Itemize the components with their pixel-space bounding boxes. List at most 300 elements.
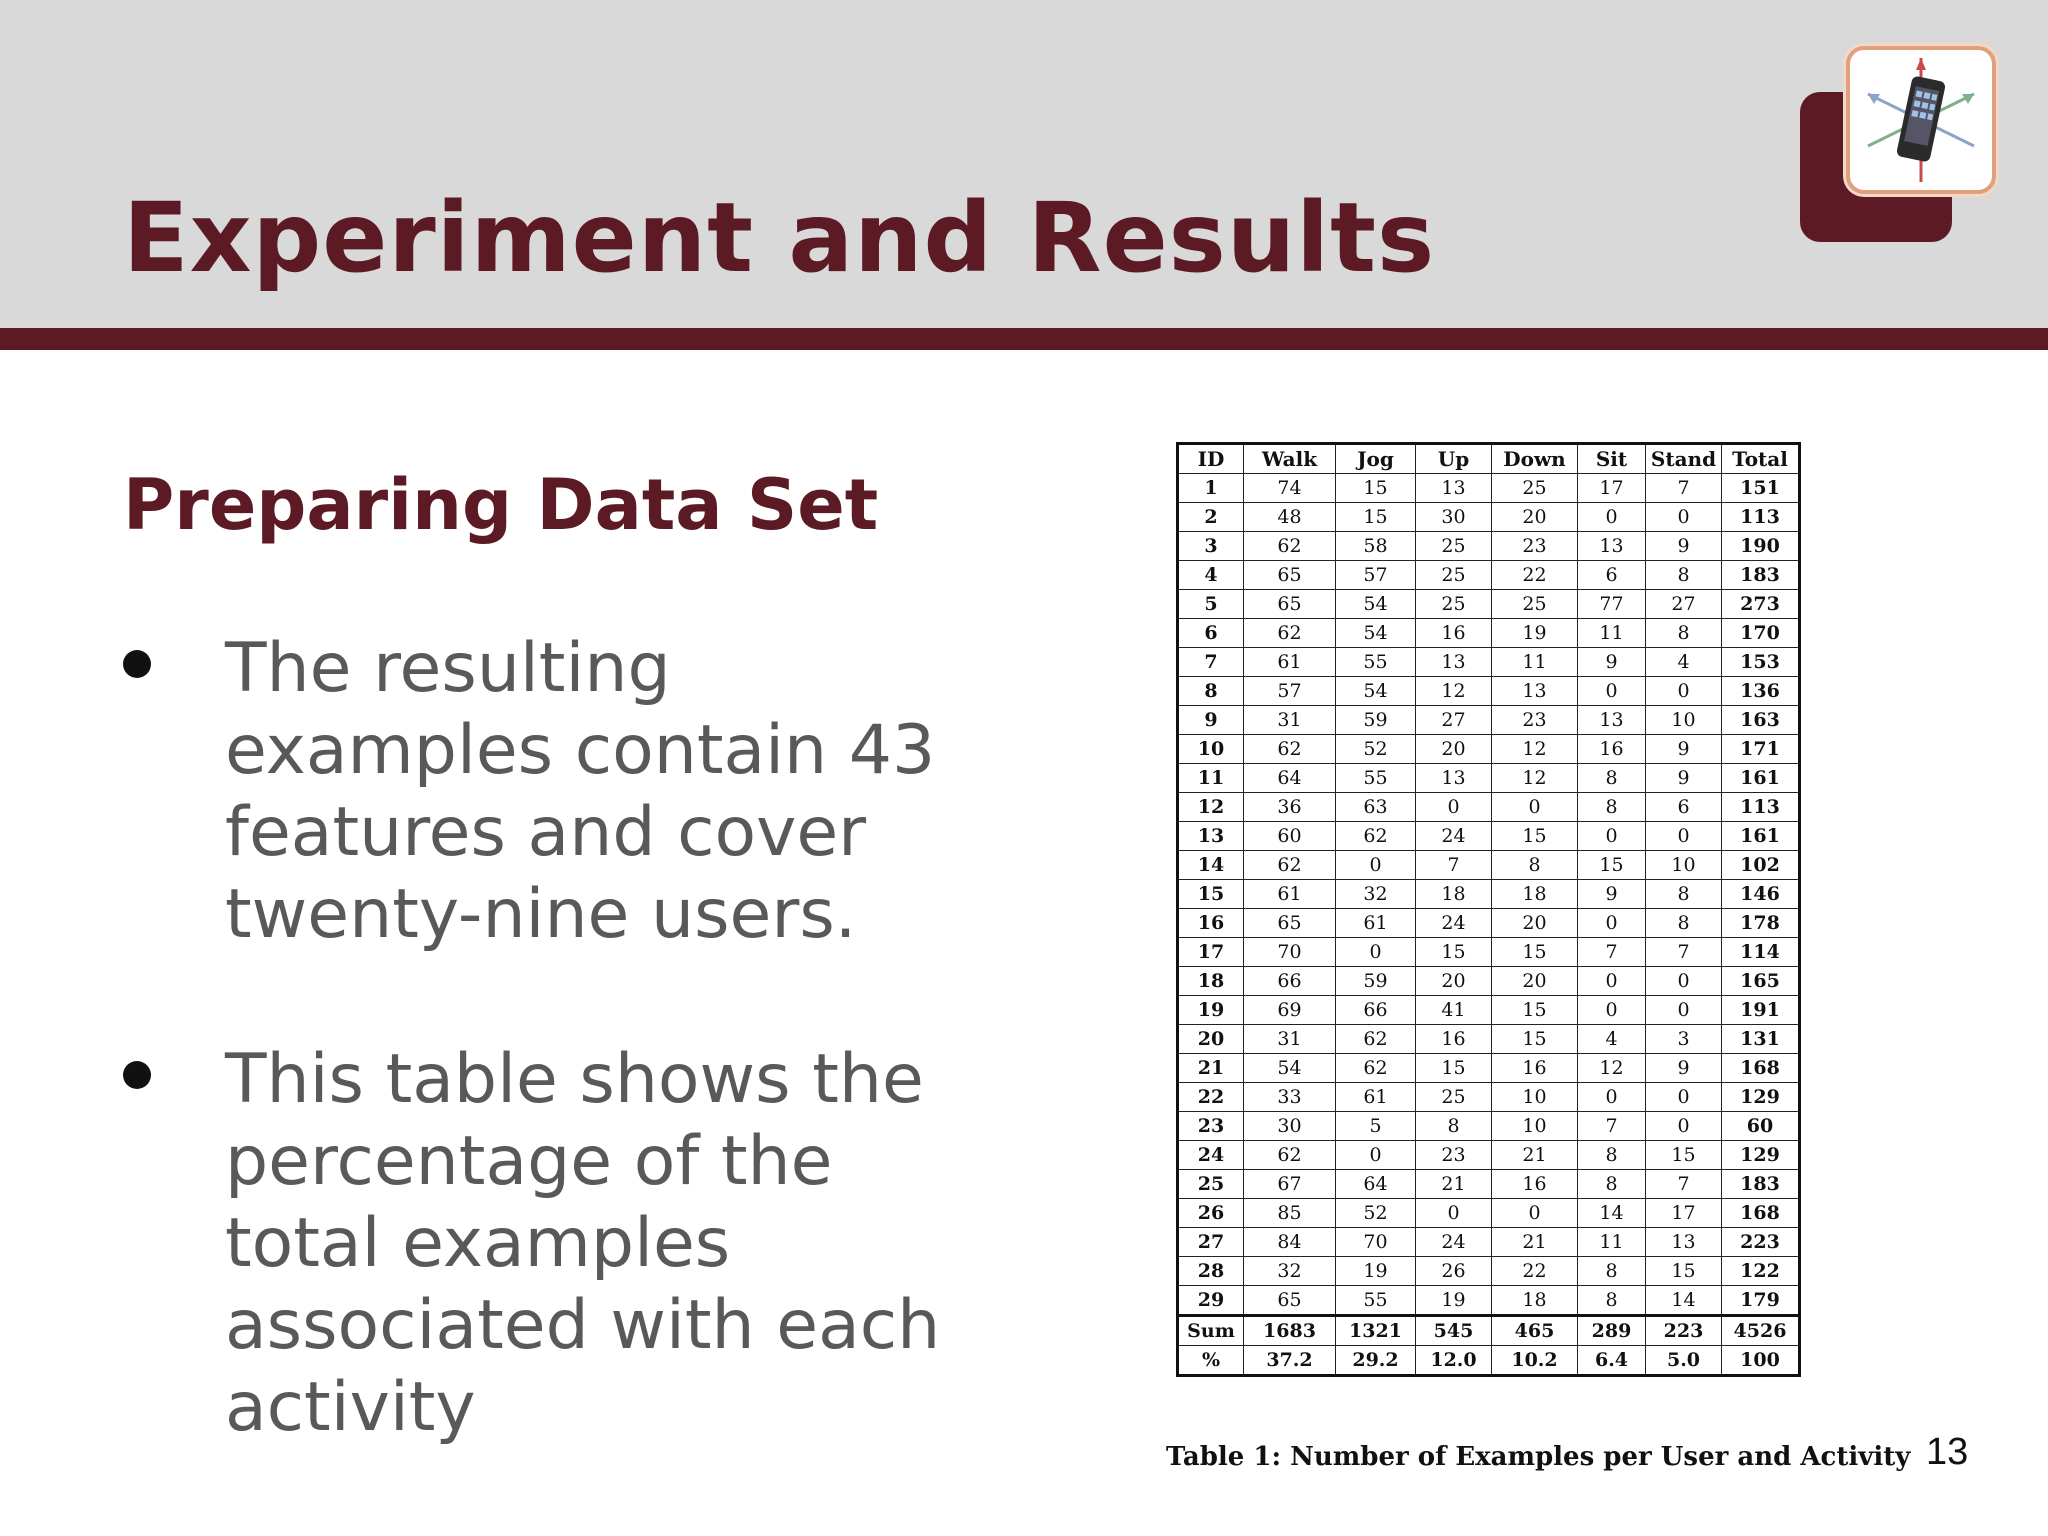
table-cell: 36 bbox=[1244, 793, 1336, 822]
table-cell: 29.2 bbox=[1336, 1346, 1416, 1376]
table-cell: 8 bbox=[1646, 909, 1722, 938]
table-cell: 183 bbox=[1722, 561, 1800, 590]
table-cell: 62 bbox=[1244, 619, 1336, 648]
table-cell: 4526 bbox=[1722, 1316, 1800, 1346]
table-cell: 10 bbox=[1492, 1112, 1578, 1141]
table-cell: 65 bbox=[1244, 1286, 1336, 1316]
table-cell: 3 bbox=[1178, 532, 1244, 561]
table-cell: 13 bbox=[1578, 532, 1646, 561]
table-cell: 20 bbox=[1492, 909, 1578, 938]
table-cell: 0 bbox=[1416, 793, 1492, 822]
table-cell: 28 bbox=[1178, 1257, 1244, 1286]
table-cell: 102 bbox=[1722, 851, 1800, 880]
table-cell: 6 bbox=[1646, 793, 1722, 822]
table-cell: 545 bbox=[1416, 1316, 1492, 1346]
table-cell: 6 bbox=[1178, 619, 1244, 648]
table-cell: 25 bbox=[1178, 1170, 1244, 1199]
table-cell: 9 bbox=[1578, 880, 1646, 909]
table-cell: 9 bbox=[1178, 706, 1244, 735]
table-cell: 16 bbox=[1578, 735, 1646, 764]
table-cell: 14 bbox=[1578, 1199, 1646, 1228]
table-cell: 0 bbox=[1578, 996, 1646, 1025]
table-cell: 25 bbox=[1416, 590, 1492, 619]
table-cell: 21 bbox=[1492, 1141, 1578, 1170]
table-cell: 30 bbox=[1244, 1112, 1336, 1141]
table-cell: 1683 bbox=[1244, 1316, 1336, 1346]
table-cell: 26 bbox=[1416, 1257, 1492, 1286]
table-cell: 27 bbox=[1416, 706, 1492, 735]
table-cell: 8 bbox=[1646, 880, 1722, 909]
table-row bbox=[1178, 619, 1800, 648]
table-cell: 13 bbox=[1492, 677, 1578, 706]
table-cell: 15 bbox=[1492, 1025, 1578, 1054]
table-cell: 163 bbox=[1722, 706, 1800, 735]
table-cell: 30 bbox=[1416, 503, 1492, 532]
table-row bbox=[1178, 561, 1800, 590]
table-row bbox=[1178, 1112, 1800, 1141]
table-cell: 15 bbox=[1416, 1054, 1492, 1083]
table-row bbox=[1178, 822, 1800, 851]
table-cell: 33 bbox=[1244, 1083, 1336, 1112]
table-cell: 8 bbox=[1646, 561, 1722, 590]
table-cell: 22 bbox=[1492, 561, 1578, 590]
table-cell: 5 bbox=[1336, 1112, 1416, 1141]
table-cell: 77 bbox=[1578, 590, 1646, 619]
table-cell: 55 bbox=[1336, 1286, 1416, 1316]
table-cell: 146 bbox=[1722, 880, 1800, 909]
table-cell: 54 bbox=[1244, 1054, 1336, 1083]
table-cell: 62 bbox=[1244, 735, 1336, 764]
bullet-text: The resulting examples contain 43 features and cover twenty-nine users. bbox=[225, 629, 936, 954]
table-cell: 114 bbox=[1722, 938, 1800, 967]
table-cell: 7 bbox=[1646, 474, 1722, 503]
bullet-text: This table shows the percentage of the total examples associated with each activity bbox=[225, 1040, 941, 1447]
table-cell: 161 bbox=[1722, 764, 1800, 793]
table-cell: 0 bbox=[1578, 1083, 1646, 1112]
table-cell: 58 bbox=[1336, 532, 1416, 561]
table-cell: 48 bbox=[1244, 503, 1336, 532]
table-cell: 18 bbox=[1178, 967, 1244, 996]
table-cell: 62 bbox=[1336, 822, 1416, 851]
table-cell: 54 bbox=[1336, 677, 1416, 706]
table-cell: 52 bbox=[1336, 735, 1416, 764]
table-cell: 122 bbox=[1722, 1257, 1800, 1286]
table-cell: 85 bbox=[1244, 1199, 1336, 1228]
table-row bbox=[1178, 532, 1800, 561]
table-cell: 8 bbox=[1416, 1112, 1492, 1141]
table-cell: 0 bbox=[1646, 677, 1722, 706]
table-cell: 11 bbox=[1492, 648, 1578, 677]
table-cell: 15 bbox=[1416, 938, 1492, 967]
table-cell: 20 bbox=[1416, 967, 1492, 996]
table-cell: 16 bbox=[1178, 909, 1244, 938]
table-cell: 12 bbox=[1578, 1054, 1646, 1083]
table-cell: 0 bbox=[1336, 938, 1416, 967]
table-cell: 1 bbox=[1178, 474, 1244, 503]
table-cell: 70 bbox=[1336, 1228, 1416, 1257]
table-cell: 7 bbox=[1646, 1170, 1722, 1199]
table-cell: 57 bbox=[1336, 561, 1416, 590]
table-cell: 61 bbox=[1244, 880, 1336, 909]
table-cell: 15 bbox=[1336, 503, 1416, 532]
table-cell: 20 bbox=[1492, 967, 1578, 996]
table-cell: 8 bbox=[1646, 619, 1722, 648]
table-cell: 12 bbox=[1416, 677, 1492, 706]
table-cell: 16 bbox=[1492, 1170, 1578, 1199]
table-cell: 179 bbox=[1722, 1286, 1800, 1316]
table-header-row bbox=[1178, 444, 1800, 474]
table-cell: 19 bbox=[1336, 1257, 1416, 1286]
sum-row bbox=[1178, 1316, 1800, 1346]
table-cell: % bbox=[1178, 1346, 1244, 1376]
page-number: 13 bbox=[1926, 1431, 1969, 1473]
table-cell: 5.0 bbox=[1646, 1346, 1722, 1376]
table-cell: 10.2 bbox=[1492, 1346, 1578, 1376]
table-cell: 113 bbox=[1722, 503, 1800, 532]
table-cell: 10 bbox=[1178, 735, 1244, 764]
table-cell: 5 bbox=[1178, 590, 1244, 619]
column-header: ID bbox=[1178, 444, 1244, 474]
table-cell: 14 bbox=[1178, 851, 1244, 880]
table-row bbox=[1178, 909, 1800, 938]
table-row bbox=[1178, 474, 1800, 503]
table-cell: 0 bbox=[1492, 1199, 1578, 1228]
table-cell: 9 bbox=[1646, 735, 1722, 764]
table-cell: 25 bbox=[1416, 561, 1492, 590]
table-cell: 17 bbox=[1646, 1199, 1722, 1228]
table-row bbox=[1178, 793, 1800, 822]
table-cell: 12 bbox=[1178, 793, 1244, 822]
table-cell: 17 bbox=[1178, 938, 1244, 967]
table-cell: 2 bbox=[1178, 503, 1244, 532]
header-divider bbox=[0, 328, 2048, 350]
table-cell: 6 bbox=[1578, 561, 1646, 590]
table-cell: 10 bbox=[1646, 851, 1722, 880]
column-header: Stand bbox=[1646, 444, 1722, 474]
column-header: Jog bbox=[1336, 444, 1416, 474]
table-cell: 7 bbox=[1578, 1112, 1646, 1141]
table-cell: 25 bbox=[1492, 590, 1578, 619]
table-cell: 8 bbox=[1578, 1257, 1646, 1286]
table-cell: 15 bbox=[1178, 880, 1244, 909]
table-cell: 17 bbox=[1578, 474, 1646, 503]
table-cell: 0 bbox=[1578, 909, 1646, 938]
table-row bbox=[1178, 1170, 1800, 1199]
table-cell: 165 bbox=[1722, 967, 1800, 996]
table-cell: 11 bbox=[1578, 1228, 1646, 1257]
table-cell: 21 bbox=[1416, 1170, 1492, 1199]
table-cell: 62 bbox=[1336, 1025, 1416, 1054]
table-cell: 18 bbox=[1492, 880, 1578, 909]
table-cell: 8 bbox=[1178, 677, 1244, 706]
table-row bbox=[1178, 677, 1800, 706]
table-row bbox=[1178, 938, 1800, 967]
table-cell: 23 bbox=[1416, 1141, 1492, 1170]
table-cell: 60 bbox=[1722, 1112, 1800, 1141]
table-cell: 59 bbox=[1336, 706, 1416, 735]
table-cell: 131 bbox=[1722, 1025, 1800, 1054]
table-cell: 52 bbox=[1336, 1199, 1416, 1228]
table-cell: 8 bbox=[1492, 851, 1578, 880]
table-cell: 0 bbox=[1646, 503, 1722, 532]
table-cell: 63 bbox=[1336, 793, 1416, 822]
table-cell: 14 bbox=[1646, 1286, 1722, 1316]
table-row bbox=[1178, 996, 1800, 1025]
table-cell: 24 bbox=[1178, 1141, 1244, 1170]
table-cell: 6.4 bbox=[1578, 1346, 1646, 1376]
table-cell: 55 bbox=[1336, 648, 1416, 677]
table-cell: 24 bbox=[1416, 822, 1492, 851]
table-cell: 65 bbox=[1244, 909, 1336, 938]
slide-title: Experiment and Results bbox=[123, 182, 1436, 294]
table-cell: 136 bbox=[1722, 677, 1800, 706]
table-row bbox=[1178, 735, 1800, 764]
table-cell: 7 bbox=[1178, 648, 1244, 677]
table-cell: 25 bbox=[1416, 1083, 1492, 1112]
table-cell: 8 bbox=[1578, 793, 1646, 822]
table-cell: 13 bbox=[1416, 764, 1492, 793]
table-cell: 7 bbox=[1416, 851, 1492, 880]
table-cell: 129 bbox=[1722, 1083, 1800, 1112]
table-row bbox=[1178, 764, 1800, 793]
table-cell: 178 bbox=[1722, 909, 1800, 938]
table-row bbox=[1178, 1141, 1800, 1170]
table-cell: 12 bbox=[1492, 735, 1578, 764]
table-cell: 15 bbox=[1336, 474, 1416, 503]
table-cell: 15 bbox=[1492, 938, 1578, 967]
table-caption: Table 1: Number of Examples per User and Activity bbox=[1166, 1442, 1911, 1472]
table-cell: 4 bbox=[1646, 648, 1722, 677]
table-cell: 62 bbox=[1244, 532, 1336, 561]
table-body bbox=[1178, 474, 1800, 1376]
table-cell: 54 bbox=[1336, 590, 1416, 619]
table-cell: 22 bbox=[1178, 1083, 1244, 1112]
table-cell: 64 bbox=[1244, 764, 1336, 793]
table-cell: 69 bbox=[1244, 996, 1336, 1025]
table-cell: 8 bbox=[1578, 764, 1646, 793]
table-cell: 0 bbox=[1646, 1112, 1722, 1141]
column-header: Sit bbox=[1578, 444, 1646, 474]
table-cell: 171 bbox=[1722, 735, 1800, 764]
table-cell: 62 bbox=[1244, 851, 1336, 880]
table-cell: 113 bbox=[1722, 793, 1800, 822]
table-cell: 31 bbox=[1244, 1025, 1336, 1054]
table-row bbox=[1178, 1083, 1800, 1112]
table-cell: 223 bbox=[1646, 1316, 1722, 1346]
table-cell: 223 bbox=[1722, 1228, 1800, 1257]
table-cell: 23 bbox=[1178, 1112, 1244, 1141]
table-cell: 13 bbox=[1178, 822, 1244, 851]
table-cell: 273 bbox=[1722, 590, 1800, 619]
table-cell: 0 bbox=[1578, 677, 1646, 706]
table-cell: 183 bbox=[1722, 1170, 1800, 1199]
table-row bbox=[1178, 1199, 1800, 1228]
table-cell: 3 bbox=[1646, 1025, 1722, 1054]
table-cell: 19 bbox=[1492, 619, 1578, 648]
table-cell: 16 bbox=[1416, 619, 1492, 648]
table-cell: 15 bbox=[1492, 822, 1578, 851]
table-cell: 12 bbox=[1492, 764, 1578, 793]
table-row bbox=[1178, 1257, 1800, 1286]
table-cell: 465 bbox=[1492, 1316, 1578, 1346]
table-cell: 19 bbox=[1178, 996, 1244, 1025]
table-cell: 13 bbox=[1646, 1228, 1722, 1257]
table-cell: 8 bbox=[1578, 1141, 1646, 1170]
table-cell: 19 bbox=[1416, 1286, 1492, 1316]
table-cell: 0 bbox=[1578, 822, 1646, 851]
table-cell: 31 bbox=[1244, 706, 1336, 735]
table-cell: 61 bbox=[1336, 1083, 1416, 1112]
table-cell: 65 bbox=[1244, 590, 1336, 619]
table-cell: 161 bbox=[1722, 822, 1800, 851]
table-cell: 15 bbox=[1492, 996, 1578, 1025]
table-cell: 59 bbox=[1336, 967, 1416, 996]
table-cell: 8 bbox=[1578, 1286, 1646, 1316]
table-cell: 57 bbox=[1244, 677, 1336, 706]
table-cell: 9 bbox=[1646, 532, 1722, 561]
table-cell: 25 bbox=[1416, 532, 1492, 561]
table-cell: 41 bbox=[1416, 996, 1492, 1025]
table-cell: 16 bbox=[1492, 1054, 1578, 1083]
bullet-dot-icon bbox=[123, 1061, 151, 1089]
table-row bbox=[1178, 590, 1800, 619]
table-cell: 168 bbox=[1722, 1199, 1800, 1228]
table-cell: 0 bbox=[1416, 1199, 1492, 1228]
table-cell: 23 bbox=[1492, 532, 1578, 561]
table-row bbox=[1178, 503, 1800, 532]
table-cell: 170 bbox=[1722, 619, 1800, 648]
table-cell: 15 bbox=[1646, 1141, 1722, 1170]
table-cell: 84 bbox=[1244, 1228, 1336, 1257]
table-cell: 12.0 bbox=[1416, 1346, 1492, 1376]
column-header: Down bbox=[1492, 444, 1578, 474]
table-cell: 10 bbox=[1646, 706, 1722, 735]
table-cell: 21 bbox=[1178, 1054, 1244, 1083]
table-cell: 24 bbox=[1416, 909, 1492, 938]
bullet-dot-icon bbox=[123, 650, 151, 678]
table-cell: 9 bbox=[1578, 648, 1646, 677]
table-cell: 0 bbox=[1492, 793, 1578, 822]
table-cell: 27 bbox=[1178, 1228, 1244, 1257]
column-header: Up bbox=[1416, 444, 1492, 474]
table-cell: 9 bbox=[1646, 1054, 1722, 1083]
table-cell: 289 bbox=[1578, 1316, 1646, 1346]
table-cell: 10 bbox=[1492, 1083, 1578, 1112]
table-cell: 65 bbox=[1244, 561, 1336, 590]
table-cell: 0 bbox=[1646, 967, 1722, 996]
table-cell: 11 bbox=[1578, 619, 1646, 648]
table-cell: 153 bbox=[1722, 648, 1800, 677]
table-row bbox=[1178, 706, 1800, 735]
section-heading: Preparing Data Set bbox=[123, 464, 879, 546]
table-cell: 55 bbox=[1336, 764, 1416, 793]
table-cell: 32 bbox=[1336, 880, 1416, 909]
table-cell: 60 bbox=[1244, 822, 1336, 851]
table-cell: 100 bbox=[1722, 1346, 1800, 1376]
table-cell: 4 bbox=[1578, 1025, 1646, 1054]
column-header: Total bbox=[1722, 444, 1800, 474]
table-cell: 15 bbox=[1646, 1257, 1722, 1286]
table-cell: 26 bbox=[1178, 1199, 1244, 1228]
table-cell: 64 bbox=[1336, 1170, 1416, 1199]
table-row bbox=[1178, 1228, 1800, 1257]
table-cell: 0 bbox=[1646, 996, 1722, 1025]
table-row bbox=[1178, 1054, 1800, 1083]
table-row bbox=[1178, 1286, 1800, 1316]
table-cell: 151 bbox=[1722, 474, 1800, 503]
table-cell: 18 bbox=[1492, 1286, 1578, 1316]
table-cell: 29 bbox=[1178, 1286, 1244, 1316]
table-cell: 13 bbox=[1578, 706, 1646, 735]
table-cell: 21 bbox=[1492, 1228, 1578, 1257]
table-row bbox=[1178, 880, 1800, 909]
table-cell: 54 bbox=[1336, 619, 1416, 648]
table-cell: 0 bbox=[1336, 1141, 1416, 1170]
table-cell: 7 bbox=[1578, 938, 1646, 967]
table-cell: 22 bbox=[1492, 1257, 1578, 1286]
table-cell: 67 bbox=[1244, 1170, 1336, 1199]
data-table-container bbox=[1176, 442, 1801, 1377]
examples-table bbox=[1176, 442, 1801, 1377]
table-cell: 13 bbox=[1416, 648, 1492, 677]
table-cell: 18 bbox=[1416, 880, 1492, 909]
table-cell: 191 bbox=[1722, 996, 1800, 1025]
table-cell: 62 bbox=[1244, 1141, 1336, 1170]
table-cell: 0 bbox=[1646, 1083, 1722, 1112]
table-cell: 11 bbox=[1178, 764, 1244, 793]
table-cell: 62 bbox=[1336, 1054, 1416, 1083]
table-cell: 190 bbox=[1722, 532, 1800, 561]
table-cell: 0 bbox=[1578, 967, 1646, 996]
table-cell: 4 bbox=[1178, 561, 1244, 590]
table-cell: 32 bbox=[1244, 1257, 1336, 1286]
table-cell: 15 bbox=[1578, 851, 1646, 880]
table-cell: 61 bbox=[1244, 648, 1336, 677]
table-cell: 23 bbox=[1492, 706, 1578, 735]
table-cell: 13 bbox=[1416, 474, 1492, 503]
table-cell: 168 bbox=[1722, 1054, 1800, 1083]
table-row bbox=[1178, 851, 1800, 880]
table-cell: 70 bbox=[1244, 938, 1336, 967]
table-cell: 1321 bbox=[1336, 1316, 1416, 1346]
table-cell: 129 bbox=[1722, 1141, 1800, 1170]
table-cell: 9 bbox=[1646, 764, 1722, 793]
table-row bbox=[1178, 1025, 1800, 1054]
table-cell: 24 bbox=[1416, 1228, 1492, 1257]
table-cell: 37.2 bbox=[1244, 1346, 1336, 1376]
table-cell: 16 bbox=[1416, 1025, 1492, 1054]
table-cell: 0 bbox=[1646, 822, 1722, 851]
percent-row bbox=[1178, 1346, 1800, 1376]
table-cell: 8 bbox=[1578, 1170, 1646, 1199]
table-cell: 66 bbox=[1244, 967, 1336, 996]
table-cell: 7 bbox=[1646, 938, 1722, 967]
table-cell: 25 bbox=[1492, 474, 1578, 503]
smartphone-accelerometer-axes-icon bbox=[1846, 46, 1996, 194]
table-cell: 27 bbox=[1646, 590, 1722, 619]
table-cell: 0 bbox=[1336, 851, 1416, 880]
table-cell: 20 bbox=[1416, 735, 1492, 764]
table-row bbox=[1178, 648, 1800, 677]
table-cell: 61 bbox=[1336, 909, 1416, 938]
table-cell: 74 bbox=[1244, 474, 1336, 503]
table-row bbox=[1178, 967, 1800, 996]
table-cell: 20 bbox=[1178, 1025, 1244, 1054]
table-cell: Sum bbox=[1178, 1316, 1244, 1346]
table-cell: 66 bbox=[1336, 996, 1416, 1025]
table-cell: 0 bbox=[1578, 503, 1646, 532]
column-header: Walk bbox=[1244, 444, 1336, 474]
